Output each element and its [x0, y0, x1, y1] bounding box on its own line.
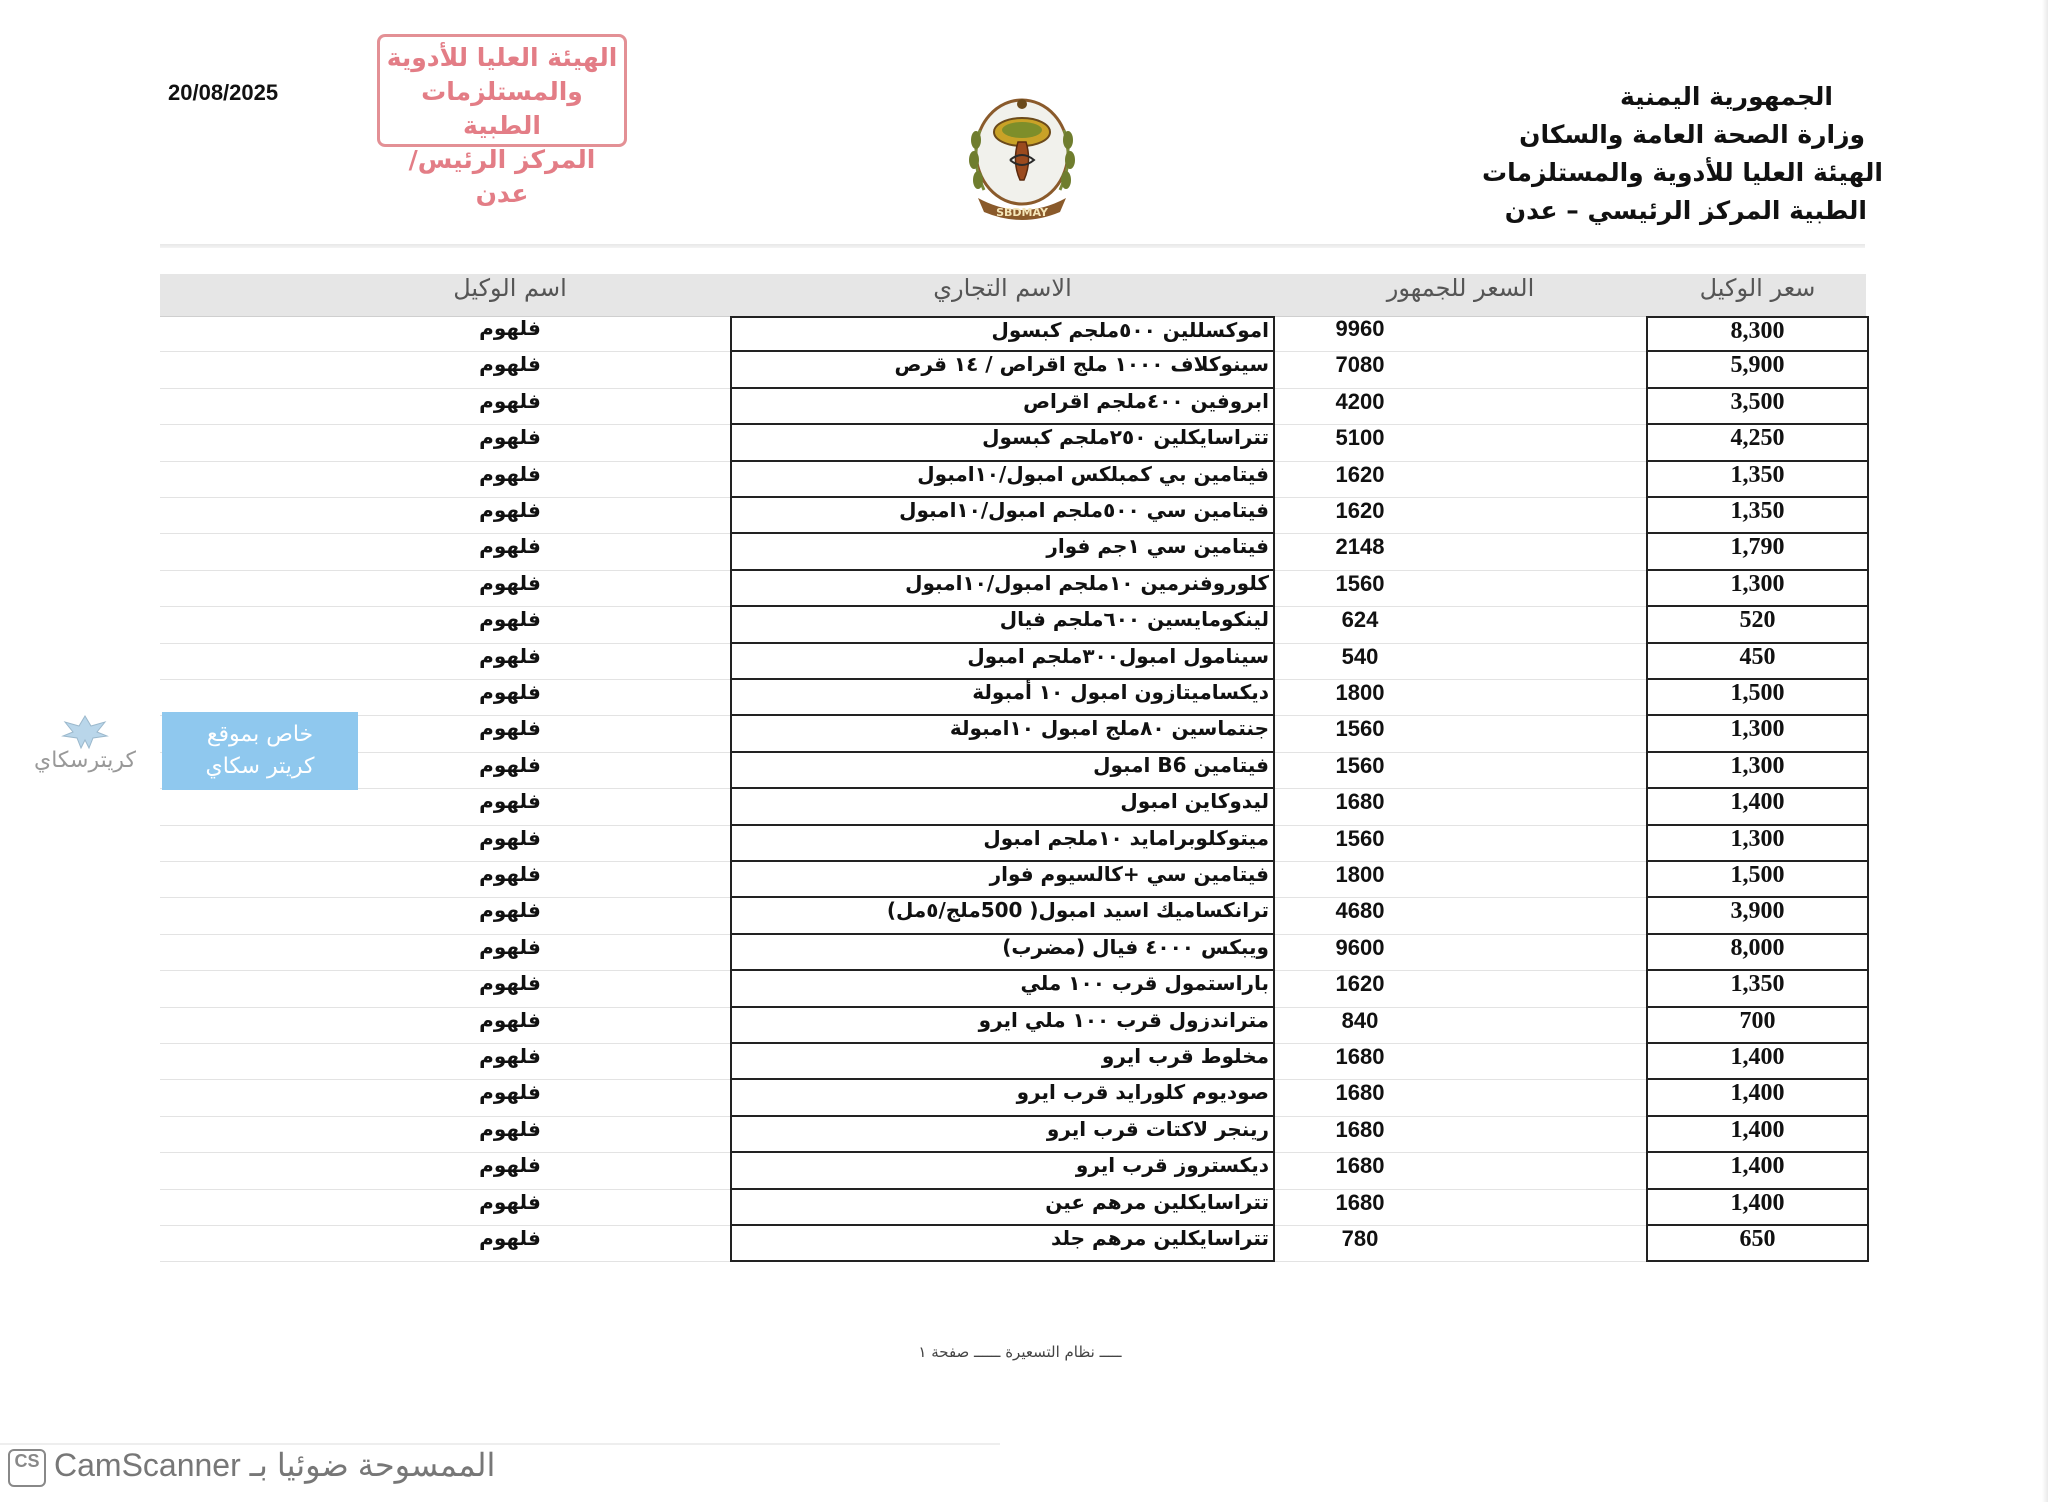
watermark-line: خاص بموقع	[206, 722, 314, 747]
trade-name-cell: فيتامين سي +كالسيوم فوار	[730, 862, 1275, 898]
col-header-trade-name: الاسم التجاري	[933, 274, 1072, 302]
trade-name-cell: تتراسايكلين مرهم عين	[730, 1190, 1275, 1226]
trade-name-cell: رينجر لاكتات قرب ايرو	[730, 1117, 1275, 1153]
agent-name-cell: فلهوم	[479, 752, 541, 777]
agent-price-cell: 4,250	[1646, 425, 1869, 461]
agent-name-cell: فلهوم	[479, 898, 541, 923]
trade-name-cell: ميتوكلوبرامايد ١٠ملجم امبول	[730, 826, 1275, 862]
agent-name-cell: فلهوم	[479, 1189, 541, 1214]
table-row	[160, 607, 1870, 643]
public-price-cell: 9600	[1335, 934, 1385, 960]
table-row	[160, 1190, 1870, 1226]
trade-name-cell: صوديوم كلورايد قرب ايرو	[730, 1080, 1275, 1116]
agent-name-cell: فلهوم	[479, 825, 541, 850]
trade-name-cell: ديكستروز قرب ايرو	[730, 1153, 1275, 1189]
table-row	[160, 1226, 1870, 1262]
agent-price-cell: 5,900	[1646, 352, 1869, 388]
agent-name-cell: فلهوم	[479, 425, 541, 450]
agent-price-cell: 1,400	[1646, 1117, 1869, 1153]
trade-name-cell: ابروفين ٤٠٠ملجم اقراص	[730, 389, 1275, 425]
stamp-line: والمستلزمات الطبية	[421, 77, 583, 140]
agent-name-cell: فلهوم	[479, 388, 541, 413]
public-price-cell: 1680	[1335, 1080, 1385, 1106]
public-price-cell: 1620	[1335, 971, 1385, 997]
price-table	[160, 274, 1870, 1264]
table-row	[160, 316, 1870, 352]
agent-name-cell: فلهوم	[479, 971, 541, 996]
trade-name-cell: فيتامين سي ٥٠٠ملجم امبول/١٠امبول	[730, 498, 1275, 534]
agent-price-cell: 1,300	[1646, 571, 1869, 607]
agent-price-cell: 520	[1646, 607, 1869, 643]
public-price-cell: 7080	[1335, 352, 1385, 378]
authority-emblem-icon	[960, 90, 1084, 225]
agent-name-cell: فلهوم	[479, 716, 541, 741]
agent-name-cell: فلهوم	[479, 680, 541, 704]
trade-name-cell: متراندزول قرب ١٠٠ ملي ايرو	[730, 1008, 1275, 1044]
agent-name-cell: فلهوم	[479, 1007, 541, 1032]
table-row	[160, 680, 1870, 716]
agent-price-cell: 1,350	[1646, 462, 1869, 498]
public-price-cell: 624	[1341, 607, 1379, 633]
official-stamp	[377, 34, 627, 208]
agent-name-cell: فلهوم	[479, 1116, 541, 1141]
table-row	[160, 498, 1870, 534]
agent-price-cell: 1,350	[1646, 498, 1869, 534]
table-row	[160, 898, 1870, 934]
trade-name-cell: باراستمول قرب ١٠٠ ملي	[730, 971, 1275, 1007]
trade-name-cell: سينامول امبول٣٠٠ملجم امبول	[730, 644, 1275, 680]
agent-price-cell: 700	[1646, 1008, 1869, 1044]
agent-price-cell: 1,400	[1646, 1080, 1869, 1116]
table-row	[160, 389, 1870, 425]
public-price-cell: 840	[1341, 1007, 1379, 1033]
table-row	[160, 352, 1870, 388]
agent-name-cell: فلهوم	[479, 1226, 541, 1250]
header-line-authority: الهيئة العليا للأدوية والمستلزمات	[1482, 158, 1883, 187]
header-line-ministry: وزارة الصحة العامة والسكان	[1519, 120, 1865, 149]
watermark-logo	[20, 712, 150, 787]
trade-name-cell: تتراسايكلين مرهم جلد	[730, 1226, 1275, 1262]
watermark-box	[162, 712, 358, 790]
trade-name-cell: فيتامين B6 امبول	[730, 753, 1275, 789]
agent-price-cell: 1,350	[1646, 971, 1869, 1007]
table-row	[160, 534, 1870, 570]
public-price-cell: 1620	[1335, 498, 1385, 523]
agent-price-cell: 1,400	[1646, 1044, 1869, 1080]
agent-price-cell: 1,500	[1646, 862, 1869, 898]
trade-name-cell: فيتامين سي ١جم فوار	[730, 534, 1275, 570]
table-row	[160, 462, 1870, 498]
table-row	[160, 1044, 1870, 1080]
table-row	[160, 425, 1870, 461]
public-price-cell: 1560	[1335, 570, 1385, 596]
table-row	[160, 1008, 1870, 1044]
table-row	[160, 935, 1870, 971]
col-header-agent-name: اسم الوكيل	[453, 274, 567, 302]
agent-name-cell: فلهوم	[479, 461, 541, 486]
table-row	[160, 571, 1870, 607]
agent-name-cell: فلهوم	[479, 862, 541, 886]
public-price-cell: 1680	[1335, 789, 1385, 815]
public-price-cell: 1560	[1335, 752, 1385, 778]
scanner-divider	[0, 1443, 1000, 1445]
scanner-credit	[8, 1446, 495, 1496]
watermark-logo-text: كريترسكاي	[33, 748, 137, 773]
trade-name-cell: جنتماسين ٨٠ملج امبول ١٠امبولة	[730, 716, 1275, 752]
stamp-line: المركز الرئيس/ عدن	[408, 145, 596, 208]
public-price-cell: 4680	[1335, 898, 1385, 924]
trade-name-cell: سينوكلاف ١٠٠٠ ملج اقراص / ١٤ قرص	[730, 352, 1275, 388]
agent-name-cell: فلهوم	[479, 534, 541, 559]
agent-name-cell: فلهوم	[479, 1080, 541, 1105]
public-price-cell: 1680	[1335, 1153, 1385, 1179]
public-price-cell: 1560	[1335, 716, 1385, 742]
table-row	[160, 789, 1870, 825]
agent-name-cell: فلهوم	[479, 1044, 541, 1068]
header-line-center: الطبية المركز الرئيسي – عدن	[1504, 196, 1867, 225]
trade-name-cell: لينكومايسين ٦٠٠ملجم فيال	[730, 607, 1275, 643]
trade-name-cell: ترانكساميك اسيد امبول( 500ملج/٥مل)	[730, 898, 1275, 934]
agent-price-cell: 8,000	[1646, 935, 1869, 971]
agent-name-cell: فلهوم	[479, 643, 541, 668]
document-date: 20/08/2025	[168, 80, 279, 105]
table-row	[160, 716, 1870, 752]
agent-name-cell: فلهوم	[479, 789, 541, 814]
agent-price-cell: 3,500	[1646, 389, 1869, 425]
row-divider	[160, 1261, 730, 1262]
public-price-cell: 780	[1341, 1226, 1379, 1251]
table-row	[160, 1080, 1870, 1116]
agent-price-cell: 650	[1646, 1226, 1869, 1262]
table-row	[160, 826, 1870, 862]
emblem-text: SBDMAY	[996, 206, 1048, 219]
table-row	[160, 1153, 1870, 1189]
public-price-cell: 4200	[1335, 388, 1385, 414]
scanner-app-name: CamScanner	[54, 1447, 241, 1483]
scanner-prefix: الممسوحة ضوئيا بـ	[249, 1447, 496, 1483]
public-price-cell: 1620	[1335, 461, 1385, 487]
public-price-cell: 9960	[1335, 316, 1385, 341]
table-row	[160, 862, 1870, 898]
table-header	[160, 274, 1866, 317]
watermark-line: كريتر سكاي	[205, 754, 315, 779]
col-header-public-price: السعر للجمهور	[1386, 274, 1535, 302]
trade-name-cell: اموكسللين ٥٠٠ملجم كبسول	[730, 316, 1275, 352]
page-edge	[2042, 0, 2048, 1502]
trade-name-cell: ديكساميتازون امبول ١٠ أمبولة	[730, 680, 1275, 716]
public-price-cell: 2148	[1335, 534, 1385, 560]
trade-name-cell: تتراسايكلين ٢٥٠ملجم كبسول	[730, 425, 1275, 461]
header-line-republic: الجمهورية اليمنية	[1619, 82, 1833, 111]
table-row	[160, 1117, 1870, 1153]
agent-name-cell: فلهوم	[479, 607, 541, 632]
agent-price-cell: 1,300	[1646, 826, 1869, 862]
public-price-cell: 5100	[1335, 425, 1385, 451]
agent-name-cell: فلهوم	[479, 316, 541, 340]
page-footer: ـــــ نظام التسعيرة ــــــ صفحة ١	[918, 1343, 1122, 1361]
eagle-icon	[55, 712, 115, 752]
agent-price-cell: 1,500	[1646, 680, 1869, 716]
agent-price-cell: 1,300	[1646, 753, 1869, 789]
agent-price-cell: 1,400	[1646, 789, 1869, 825]
header-divider	[160, 244, 1865, 248]
public-price-cell: 1680	[1335, 1044, 1385, 1069]
agent-name-cell: فلهوم	[479, 498, 541, 522]
col-header-agent-price: سعر الوكيل	[1699, 274, 1816, 302]
public-price-cell: 540	[1341, 643, 1379, 669]
agent-price-cell: 8,300	[1646, 316, 1869, 352]
agent-price-cell: 1,300	[1646, 716, 1869, 752]
public-price-cell: 1680	[1335, 1116, 1385, 1142]
agent-price-cell: 450	[1646, 644, 1869, 680]
trade-name-cell: ويبكس ٤٠٠٠ فيال (مضرب)	[730, 935, 1275, 971]
stamp-line: الهيئة العليا للأدوية	[386, 43, 618, 72]
agent-price-cell: 3,900	[1646, 898, 1869, 934]
agent-price-cell: 1,400	[1646, 1153, 1869, 1189]
public-price-cell: 1560	[1335, 825, 1385, 851]
agent-name-cell: فلهوم	[479, 570, 541, 595]
agent-price-cell: 1,790	[1646, 534, 1869, 570]
public-price-cell: 1680	[1335, 1189, 1385, 1215]
trade-name-cell: فيتامين بي كمبلكس امبول/١٠امبول	[730, 462, 1275, 498]
agent-price-cell: 1,400	[1646, 1190, 1869, 1226]
row-divider	[1275, 1261, 1646, 1262]
camscanner-icon: CS	[8, 1449, 46, 1487]
table-row	[160, 644, 1870, 680]
trade-name-cell: مخلوط قرب ايرو	[730, 1044, 1275, 1080]
agent-name-cell: فلهوم	[479, 352, 541, 377]
trade-name-cell: كلوروفنرمين ١٠ملجم امبول/١٠امبول	[730, 571, 1275, 607]
ministry-header	[1463, 78, 1883, 230]
table-row	[160, 971, 1870, 1007]
public-price-cell: 1800	[1335, 862, 1385, 887]
agent-name-cell: فلهوم	[479, 1153, 541, 1178]
public-price-cell: 1800	[1335, 680, 1385, 705]
table-row	[160, 753, 1870, 789]
trade-name-cell: ليدوكاين امبول	[730, 789, 1275, 825]
agent-name-cell: فلهوم	[479, 934, 541, 959]
